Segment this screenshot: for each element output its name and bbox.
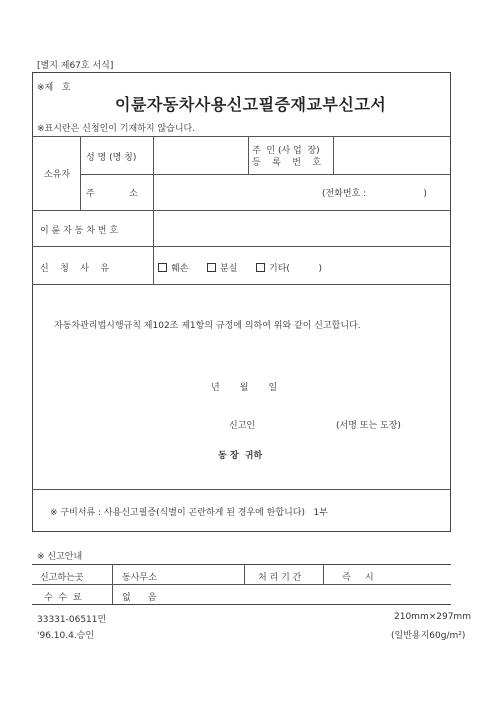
guide-fee-label: 수 수 료 xyxy=(44,593,82,603)
declarant-label: 신고인 xyxy=(229,421,256,431)
address-label: 주 소 xyxy=(86,189,138,199)
divider xyxy=(248,136,249,174)
reason-label: 신 청 사 유 xyxy=(40,264,110,274)
divider xyxy=(32,584,451,585)
owner-name-label: 성 명 (명 칭) xyxy=(86,153,137,163)
checkbox-icon[interactable] xyxy=(256,263,265,272)
reason-option-other[interactable]: 기타( ) xyxy=(256,261,322,274)
checkbox-icon[interactable] xyxy=(158,263,167,272)
guide-fee-value: 없 음 xyxy=(122,593,157,603)
divider xyxy=(32,246,451,247)
guide-heading: ※ 신고안내 xyxy=(37,552,83,562)
resident-number-label: 주 민 (사 업 장) xyxy=(252,146,320,156)
declaration-text: 자동차관리법시행규칙 제102조 제1항의 규정에 의하여 위와 같이 신고합니다. xyxy=(54,321,361,331)
divider xyxy=(244,564,245,584)
notice-text: ※표시란은 신청인이 기재하지 않습니다. xyxy=(37,124,196,134)
divider xyxy=(32,284,451,285)
form-code: 33331-06511민 xyxy=(37,615,107,625)
form-title: 이륜자동차사용신고필증재교부신고서 xyxy=(115,95,387,114)
divider xyxy=(32,604,451,605)
divider xyxy=(112,564,113,604)
owner-name-field[interactable] xyxy=(154,137,247,173)
approval-date: '96.10.4.승인 xyxy=(37,631,95,641)
guide-place-label: 신고하는곳 xyxy=(40,573,84,583)
reason-option-lost[interactable]: 분실 xyxy=(207,261,237,274)
resident-number-label: 등 록 번 호 xyxy=(252,158,322,168)
paper-type: (일반용지60g/m²) xyxy=(391,631,466,641)
receipt-number-label: ※제 호 xyxy=(37,83,71,93)
resident-number-field[interactable] xyxy=(334,137,450,173)
vehicle-number-label: 이 륜 자 동 차 번 호 xyxy=(40,226,119,236)
divider xyxy=(80,136,81,210)
documents-note: ※ 구비서류 : 사용신고필증(식별이 곤란하게 된 경우에 한합니다) 1부 xyxy=(50,508,328,518)
divider xyxy=(323,564,324,584)
reason-option-damaged[interactable]: 훼손 xyxy=(158,261,188,274)
guide-period-value: 즉 시 xyxy=(342,573,374,583)
checkbox-icon[interactable] xyxy=(207,263,216,272)
guide-period-label: 처 리 기 간 xyxy=(258,573,302,583)
signature-label: (서명 또는 도장) xyxy=(336,421,401,431)
form-number: [별지 제67호 서식] xyxy=(37,61,114,71)
divider xyxy=(32,564,451,565)
owner-section-label: 소유자 xyxy=(44,170,71,180)
vehicle-number-field[interactable] xyxy=(154,211,450,245)
date-line: 년 월 일 xyxy=(211,383,278,393)
phone-label: (전화번호 : ) xyxy=(322,189,427,199)
addressee: 동 장 귀하 xyxy=(218,451,263,461)
divider xyxy=(32,489,451,490)
guide-place-value: 동사무소 xyxy=(122,573,157,583)
paper-size: 210mm×297mm xyxy=(394,612,471,622)
declarant-field[interactable] xyxy=(265,414,335,430)
